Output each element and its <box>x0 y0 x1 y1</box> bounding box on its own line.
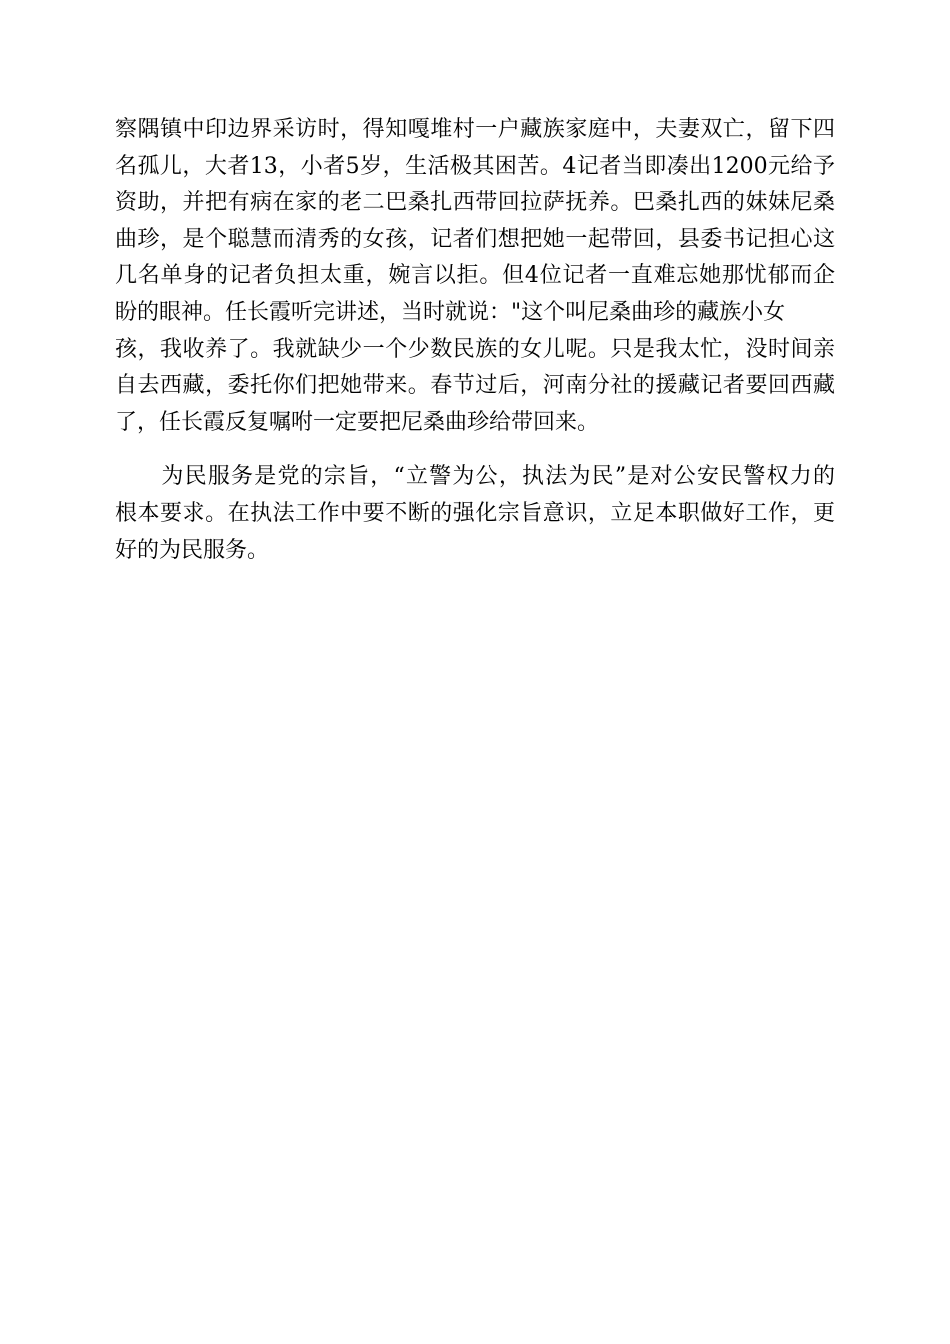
paragraph-1-line: 盼的眼神。任长霞听完讲述，当时就说："这个叫尼桑曲珍的藏族小女 <box>115 299 786 325</box>
paragraph-2 <box>115 459 835 569</box>
paragraph-1-line: 曲珍，是个聪慧而清秀的女孩，记者们想把她一起带回，县委书记担心这 <box>115 226 835 252</box>
paragraph-1-line: 了，任长霞反复嘱咐一定要把尼桑曲珍给带回来。 <box>115 409 600 435</box>
paragraph-1-line: 名孤儿，大者13，小者5岁，生活极其困苦。4记者当即凑出1200元给予 <box>115 153 835 179</box>
paragraph-1 <box>115 112 835 441</box>
paragraph-1-line: 资助，并把有病在家的老二巴桑扎西带回拉萨抚养。巴桑扎西的妹妹尼桑 <box>115 190 835 216</box>
paragraph-1-line: 孩，我收养了。我就缺少一个少数民族的女儿呢。只是我太忙，没时间亲 <box>115 336 835 362</box>
paragraph-2-line: 根本要求。在执法工作中要不断的强化宗旨意识，立足本职做好工作，更 <box>115 500 835 526</box>
document-page <box>115 112 835 569</box>
paragraph-2-line: 为民服务是党的宗旨，“立警为公，执法为民”是对公安民警权力的 <box>115 464 835 490</box>
paragraph-1-line: 几名单身的记者负担太重，婉言以拒。但4位记者一直难忘她那忧郁而企 <box>115 263 835 289</box>
paragraph-2-line: 好的为民服务。 <box>115 537 270 563</box>
paragraph-1-line: 察隅镇中印边界采访时，得知嘎堆村一户藏族家庭中，夫妻双亡，留下四 <box>115 117 835 142</box>
paragraph-1-line: 自去西藏，委托你们把她带来。春节过后，河南分社的援藏记者要回西藏 <box>115 373 835 399</box>
